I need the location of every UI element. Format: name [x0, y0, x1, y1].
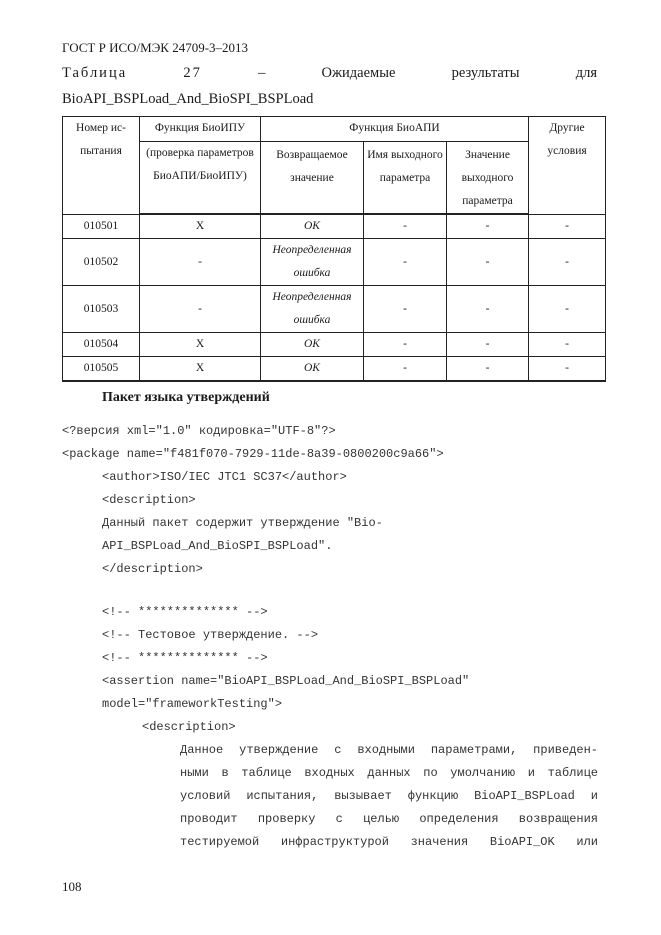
code-line: <package name="f481f070-7929-11de-8a39-0800200c9a66"> [62, 447, 444, 461]
header-output-name: Имя выходного параметра [364, 142, 447, 215]
code-line: <!-- Тестовое утверждение. --> [102, 628, 319, 642]
caption-word: 27 [183, 65, 202, 81]
cell-other: - [529, 239, 606, 286]
code-line: <author>ISO/IEC JTC1 SC37</author> [102, 470, 347, 484]
cell-bioipu: - [140, 286, 261, 333]
cell-return-value: OK [261, 333, 364, 357]
caption-word: Таблица [62, 65, 128, 81]
section-heading: Пакет языка утверждений [102, 390, 270, 405]
cell-output-name: - [364, 214, 447, 239]
code-line: проводит проверку с целью определения возвращения [180, 812, 598, 826]
cell-output-value: - [447, 239, 529, 286]
cell-test-number: 010502 [63, 239, 140, 286]
header-bioipu-subtitle: (проверка параметров БиоАПИ/БиоИПУ) [140, 142, 261, 215]
cell-output-value: - [447, 286, 529, 333]
code-line: <?версия xml="1.0" кодировка="UTF-8"?> [62, 424, 336, 438]
page-number: 108 [62, 879, 82, 894]
table-row [63, 214, 606, 239]
cell-other: - [529, 357, 606, 382]
caption-word: Ожидаемые [321, 65, 396, 81]
cell-bioipu: - [140, 239, 261, 286]
table-row [63, 357, 606, 382]
cell-return-value: OK [261, 357, 364, 382]
code-line: </description> [102, 562, 203, 576]
code-line: условий испытания, вызывает функцию BioAPI_BSPLoad и [180, 789, 598, 803]
code-line: ными в таблице входных данных по умолчанию и таблице [180, 766, 598, 780]
table-row [63, 333, 606, 357]
caption-word: – [258, 65, 266, 81]
header-return-value: Возвращаемое значение [261, 142, 364, 215]
header-bioapi-function: Функция БиоАПИ [261, 117, 529, 142]
code-line: <description> [102, 493, 196, 507]
cell-return-value: Неопределенная ошибка [261, 286, 364, 333]
caption-word: результаты [451, 65, 520, 81]
cell-output-value: - [447, 333, 529, 357]
cell-other: - [529, 333, 606, 357]
cell-return-value: Неопределенная ошибка [261, 239, 364, 286]
cell-test-number: 010501 [63, 214, 140, 239]
table-caption [62, 65, 597, 82]
cell-output-name: - [364, 333, 447, 357]
cell-test-number: 010504 [63, 333, 140, 357]
table-row [63, 239, 606, 286]
code-line: <assertion name="BioAPI_BSPLoad_And_BioSPI_BSPLoad" [102, 674, 470, 688]
cell-test-number: 010503 [63, 286, 140, 333]
code-line: Данное утверждение с входными параметрами, приведен- [180, 743, 598, 757]
table-caption-function-name: BioAPI_BSPLoad_And_BioSPI_BSPLoad [62, 91, 314, 107]
caption-word: для [575, 65, 597, 81]
document-header: ГОСТ Р ИСО/МЭК 24709-3–2013 [62, 40, 249, 55]
code-line: <!-- ************** --> [102, 605, 268, 619]
code-line: API_BSPLoad_And_BioSPI_BSPLoad". [102, 539, 333, 553]
table-row [63, 286, 606, 333]
code-line: model="frameworkTesting"> [102, 697, 283, 711]
header-test-number: Номер ис-пытания [63, 117, 140, 215]
cell-test-number: 010505 [63, 357, 140, 382]
header-other-conditions: Другие условия [529, 117, 606, 215]
header-output-value: Значение выходного параметра [447, 142, 529, 215]
code-line: <description> [142, 720, 236, 734]
cell-other: - [529, 286, 606, 333]
cell-return-value: OK [261, 214, 364, 239]
cell-bioipu: X [140, 333, 261, 357]
header-bioipu-function: Функция БиоИПУ [140, 117, 261, 142]
code-line: Данный пакет содержит утверждение "Bio- [102, 516, 383, 530]
cell-output-name: - [364, 286, 447, 333]
cell-bioipu: X [140, 214, 261, 239]
expected-results-table [62, 116, 606, 382]
cell-bioipu: X [140, 357, 261, 382]
code-line: <!-- ************** --> [102, 651, 268, 665]
cell-output-name: - [364, 239, 447, 286]
code-line: тестируемой инфраструктурой значения BioAPI_OK или [180, 835, 598, 849]
cell-output-name: - [364, 357, 447, 382]
cell-other: - [529, 214, 606, 239]
cell-output-value: - [447, 357, 529, 382]
cell-output-value: - [447, 214, 529, 239]
